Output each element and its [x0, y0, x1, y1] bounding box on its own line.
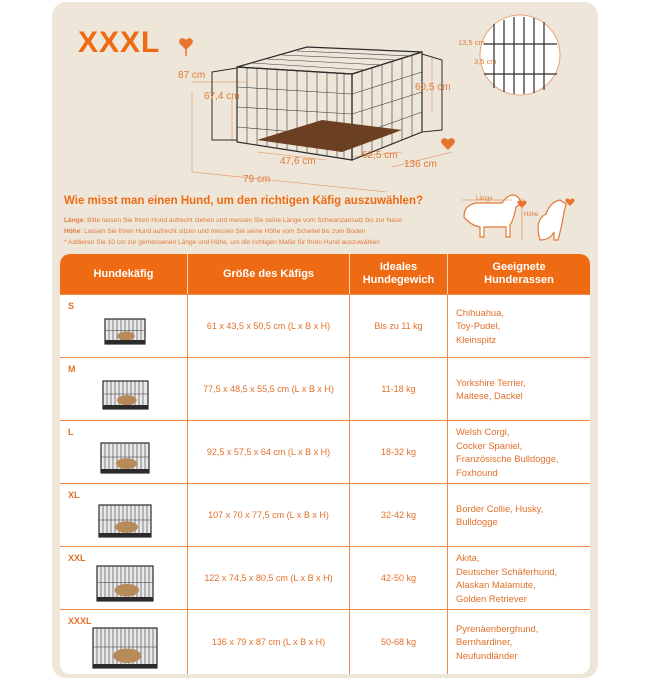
- cell-weight: 42-50 kg: [350, 547, 448, 609]
- hero-dimensions-area: [52, 2, 598, 252]
- size-table: [60, 254, 590, 674]
- header-crate: Hundekäfig: [60, 254, 188, 294]
- crate-thumbnail: [98, 504, 156, 542]
- cell-dimensions: 107 x 70 x 77,5 cm (L x B x H): [188, 484, 350, 546]
- dim-door-gap: 62,5 cm: [362, 150, 398, 161]
- note-length: Länge: Bitte lassen Sie Ihren Hund aufrecht stehen und messen Sie seine Länge vom Schwanzansatz bis zur Nase: [64, 217, 402, 224]
- dim-length-total: 136 cm: [404, 159, 437, 170]
- size-label: M: [68, 364, 76, 374]
- table-header: [60, 254, 590, 294]
- bar-spacing-inset: [480, 15, 560, 95]
- product-info-card: [52, 2, 598, 678]
- cell-breeds: Yorkshire Terrier, Maltese, Dackel: [456, 376, 526, 401]
- size-label: S: [68, 301, 75, 311]
- cell-breeds: Border Collie, Husky, Bulldogge: [456, 502, 544, 527]
- size-label: XXXL: [68, 616, 92, 626]
- cell-crate: [60, 610, 188, 674]
- crate-thumbnail: [102, 380, 153, 414]
- header-size: Größe des Käfigs: [188, 254, 350, 294]
- cell-weight: 32-42 kg: [350, 484, 448, 546]
- crate-thumbnail: [96, 565, 158, 606]
- crate-thumbnail: [92, 627, 162, 673]
- table-row: [60, 546, 590, 609]
- cell-crate: [60, 295, 188, 357]
- table-row: [60, 420, 590, 483]
- dog-sitting-icon: [538, 200, 566, 240]
- note-height: Höhe: Lassen Sie Ihren Hund aufrecht sitzen und messen Sie seine Höhe vom Scheitel bis zum Boden: [64, 228, 366, 235]
- cell-crate: [60, 421, 188, 483]
- cell-crate: [60, 484, 188, 546]
- dim-height-front: 67,4 cm: [204, 91, 240, 102]
- size-label: XXL: [68, 553, 86, 563]
- size-label: XL: [68, 490, 80, 500]
- cell-weight: Bis zu 11 kg: [350, 295, 448, 357]
- dim-height-total: 87 cm: [178, 70, 206, 81]
- table-row: [60, 609, 590, 674]
- table-row: [60, 357, 590, 420]
- cell-breeds: Chihuahua, Toy-Pudel, Kleinspitz: [456, 306, 504, 345]
- cell-weight: 50-68 kg: [350, 610, 448, 674]
- cell-weight: 11-18 kg: [350, 358, 448, 420]
- dim-height-back: 60,5 cm: [415, 82, 451, 93]
- cell-dimensions: 77,5 x 48,5 x 55,5 cm (L x B x H): [188, 358, 350, 420]
- dim-width-total: 79 cm: [243, 174, 271, 185]
- dim-door-width: 47,6 cm: [280, 156, 316, 167]
- crate-thumbnail: [100, 442, 154, 478]
- cell-crate: [60, 358, 188, 420]
- cell-dimensions: 61 x 43,5 x 50,5 cm (L x B x H): [188, 295, 350, 357]
- cell-dimensions: 136 x 79 x 87 cm (L x B x H): [188, 610, 350, 674]
- table-row: [60, 294, 590, 357]
- cell-dimensions: 92,5 x 57,5 x 64 cm (L x B x H): [188, 421, 350, 483]
- header-weight: Ideales Hundegewich: [350, 254, 448, 294]
- dog-length-label: Länge: [476, 196, 493, 202]
- measure-notes: [64, 215, 494, 248]
- headline: Wie misst man einen Hund, um den richtigen Käfig auszuwählen?: [64, 195, 423, 207]
- size-label: L: [68, 427, 74, 437]
- cell-breeds: Akita, Deutscher Schäferhund, Alaskan Malamute, Golden Retriever: [456, 552, 558, 604]
- crate-thumbnail: [104, 318, 150, 349]
- header-breeds: Geeignete Hunderassen: [484, 261, 554, 286]
- dim-bar-spacing-2: 3,5 cm: [474, 57, 497, 66]
- cell-crate: [60, 547, 188, 609]
- dog-height-label: Höhe: [524, 212, 539, 218]
- size-tag: XXXL: [78, 26, 161, 59]
- heart-icon: [179, 38, 193, 56]
- note-tip: * Addieren Sie 10 cm zur gemessenen Länge und Höhe, um die richtigen Maße für Ihren Hund auszuwählen: [64, 239, 380, 246]
- cell-breeds: Welsh Corgi, Cocker Spaniel, Französische Bulldogge, Foxhound: [456, 426, 559, 478]
- cell-dimensions: 122 x 74,5 x 80,5 cm (L x B x H): [188, 547, 350, 609]
- dim-bar-spacing-1: 13,5 cm: [458, 38, 485, 47]
- cell-breeds: Pyrenäenberghund, Bernhardiner, Neufundländer: [456, 622, 539, 661]
- table-row: [60, 483, 590, 546]
- cell-weight: 18-32 kg: [350, 421, 448, 483]
